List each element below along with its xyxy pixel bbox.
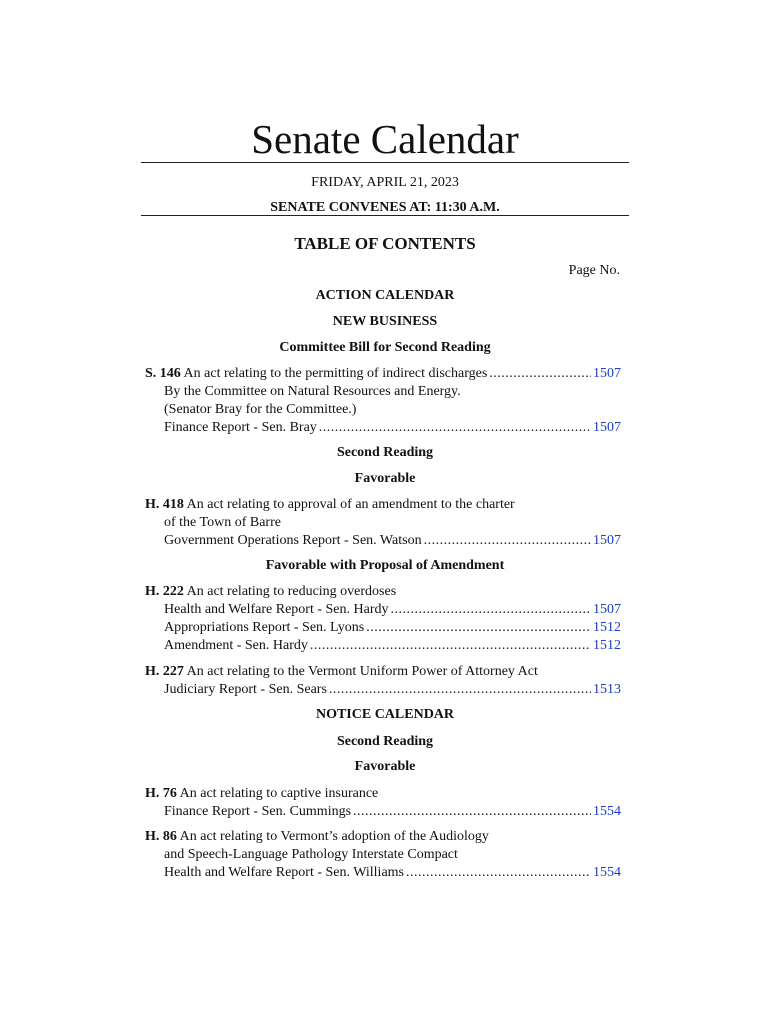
heading-action-calendar: ACTION CALENDAR xyxy=(315,288,455,303)
dot-leader xyxy=(424,532,591,550)
heading-notice-calendar: NOTICE CALENDAR xyxy=(315,707,455,722)
bill-number: H. 76 xyxy=(145,786,177,801)
bill-entry-h76 xyxy=(145,785,621,821)
report-label: Finance Report - Sen. Bray xyxy=(164,420,317,435)
dot-leader xyxy=(319,419,591,437)
bill-number: H. 86 xyxy=(145,829,177,844)
bill-number: H. 418 xyxy=(145,497,184,512)
heading-favorable: Favorable xyxy=(354,471,416,486)
page-link[interactable]: 1512 xyxy=(593,620,621,635)
heading-second-reading: Second Reading xyxy=(336,445,434,460)
toc-title: TABLE OF CONTENTS xyxy=(294,234,476,253)
dot-leader xyxy=(390,601,591,619)
bill-committee: By the Committee on Natural Resources and Energy. xyxy=(164,384,461,399)
title-divider xyxy=(141,162,629,163)
report-label: Judiciary Report - Sen. Sears xyxy=(164,682,327,697)
report-label: Health and Welfare Report - Sen. Hardy xyxy=(164,602,389,617)
bill-description-cont: of the Town of Barre xyxy=(164,515,281,530)
convene-time: SENATE CONVENES AT: 11:30 A.M. xyxy=(270,200,500,215)
header-divider xyxy=(141,215,629,216)
bill-description: An act relating to the Vermont Uniform Power of Attorney Act xyxy=(186,664,538,679)
bill-description: An act relating to Vermont’s adoption of the Audiology xyxy=(179,829,489,844)
page-link[interactable]: 1513 xyxy=(593,682,621,697)
heading-second-reading-notice: Second Reading xyxy=(336,734,434,749)
report-label: Appropriations Report - Sen. Lyons xyxy=(164,620,365,635)
page-link[interactable]: 1507 xyxy=(593,533,621,548)
report-label: Health and Welfare Report - Sen. Williams xyxy=(164,865,405,880)
bill-description: An act relating to reducing overdoses xyxy=(186,584,397,599)
heading-favorable-notice: Favorable xyxy=(354,759,416,774)
page-link[interactable]: 1512 xyxy=(593,638,621,653)
dot-leader xyxy=(329,681,591,699)
calendar-date: FRIDAY, APRIL 21, 2023 xyxy=(311,175,459,190)
bill-number: H. 227 xyxy=(145,664,184,679)
heading-new-business: NEW BUSINESS xyxy=(332,314,438,329)
bill-sponsor: (Senator Bray for the Committee.) xyxy=(164,402,357,417)
page-link[interactable]: 1554 xyxy=(593,865,621,880)
dot-leader xyxy=(406,864,591,882)
bill-description: An act relating to approval of an amendment to the charter xyxy=(186,497,515,512)
page-number-label: Page No. xyxy=(568,263,620,278)
report-label: Finance Report - Sen. Cummings xyxy=(164,804,352,819)
bill-description-cont: and Speech-Language Pathology Interstate Compact xyxy=(164,847,458,862)
dot-leader xyxy=(353,803,591,821)
bill-description: An act relating to the permitting of indirect discharges xyxy=(183,366,488,381)
page-link[interactable]: 1554 xyxy=(593,804,621,819)
bill-entry-h222 xyxy=(145,583,621,655)
dot-leader xyxy=(310,637,591,655)
report-label: Government Operations Report - Sen. Watson xyxy=(164,533,422,548)
dot-leader xyxy=(366,619,591,637)
report-label: Amendment - Sen. Hardy xyxy=(164,638,308,653)
bill-number: S. 146 xyxy=(145,366,181,381)
bill-entry-h86 xyxy=(145,828,621,882)
dot-leader xyxy=(489,365,591,383)
bill-entry-h227 xyxy=(145,663,621,699)
heading-committee-bill: Committee Bill for Second Reading xyxy=(279,340,491,355)
bill-entry-h418 xyxy=(145,496,621,550)
page-link[interactable]: 1507 xyxy=(593,366,621,381)
bill-entry-s146 xyxy=(145,365,621,437)
page-link[interactable]: 1507 xyxy=(593,420,621,435)
page-link[interactable]: 1507 xyxy=(593,602,621,617)
page-title: Senate Calendar xyxy=(251,116,519,162)
bill-number: H. 222 xyxy=(145,584,184,599)
heading-favorable-amendment: Favorable with Proposal of Amendment xyxy=(265,558,505,573)
bill-description: An act relating to captive insurance xyxy=(179,786,379,801)
